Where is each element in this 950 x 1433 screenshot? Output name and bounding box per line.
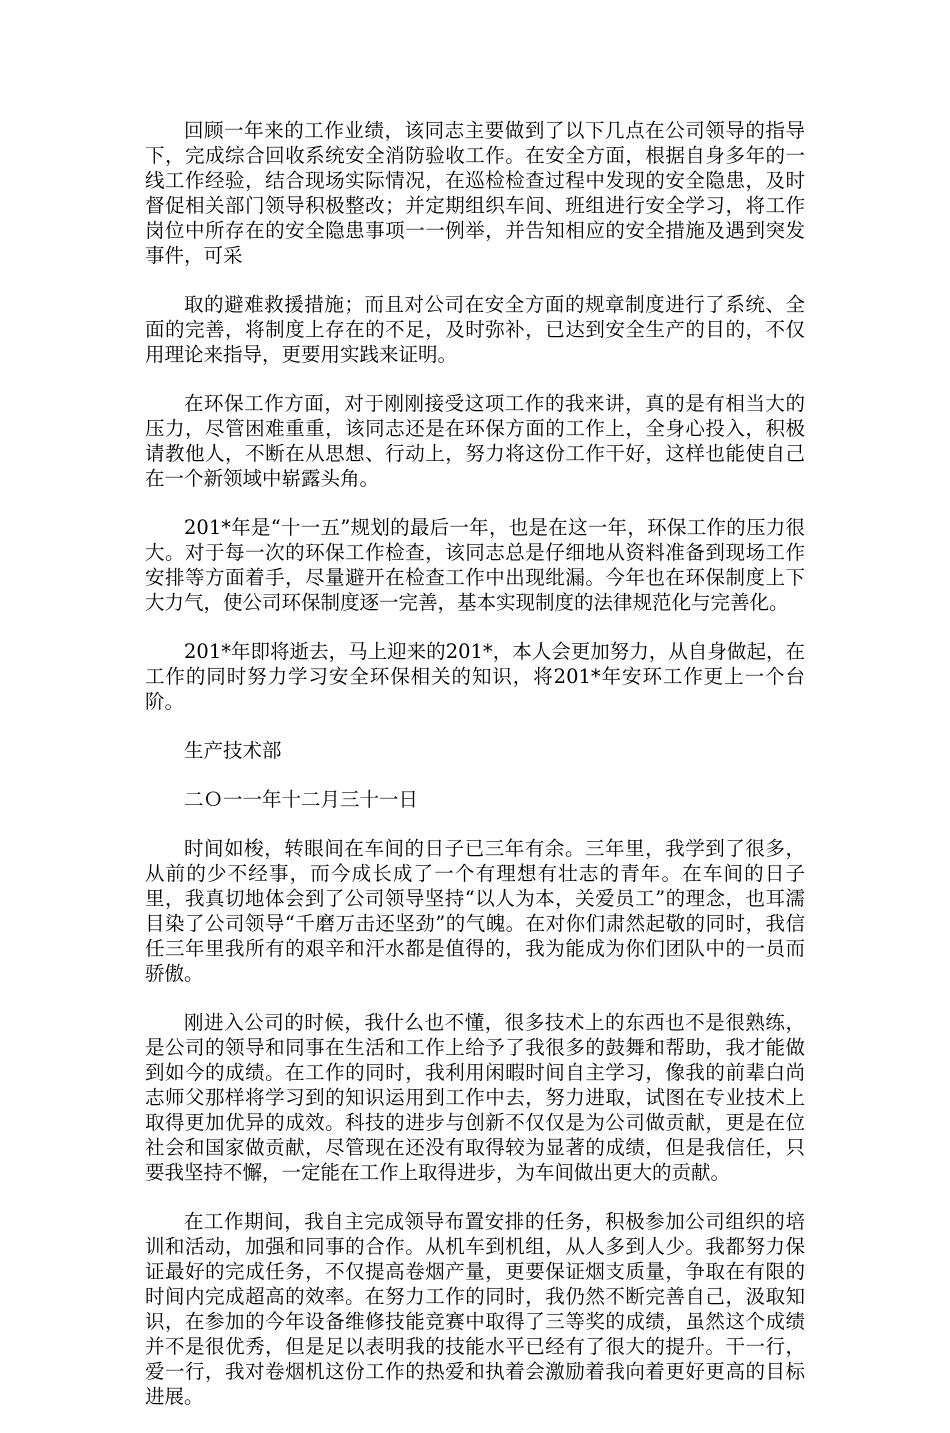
- paragraph-safety-measures: 取的避难救援措施；而且对公司在安全方面的规章制度进行了系统、全面的完善，将制度上存在的不足，及时弥补，已达到安全生产的目的，不仅用理论来指导，更要用实践来证明。: [145, 293, 805, 366]
- document-date: 二Ｏ一一年十二月三十一日: [184, 788, 419, 811]
- paragraph-five-year-plan: 201*年是“十一五”规划的最后一年，也是在这一年，环保工作的压力很大。对于每一次的环保工作检查，该同志总是仔细地从资料准备到现场工作安排等方面着手，尽量避开在检查工作中出现纰漏。今年也在环保制度上下大力气，使公司环保制度逐一完善，基本实现制度的法律规范化与完善化。: [145, 516, 805, 614]
- paragraph-work-period: 在工作期间，我自主完成领导布置安排的任务，积极参加公司组织的培训和活动，加强和同事的合作。从机车到机组，从人多到人少。我都努力保证最好的完成任务，不仅提高卷烟产量，更要保证烟支质量，争取在有限的时间内完成超高的效率。在努力工作的同时，我仍然不断完善自己，汲取知识，在参加的今年设备维修技能竞赛中取得了三等奖的成绩，虽然这个成绩并不是很优秀，但是足以表明我的技能水平已经有了很大的提升。干一行，爱一行，我对卷烟机这份工作的热爱和执着会激励着我向着更好更高的目标进展。: [145, 1210, 805, 1408]
- paragraph-next-year: 201*年即将逝去，马上迎来的201*，本人会更加努力，从自身做起，在工作的同时努力学习安全环保相关的知识，将201*年安环工作更上一个台阶。: [145, 640, 805, 713]
- paragraph-joining-company: 刚进入公司的时候，我什么也不懂，很多技术上的东西也不是很熟练，是公司的领导和同事在生活和工作上给予了我很多的鼓舞和帮助，我才能做到如今的成绩。在工作的同时，我利用闲暇时间自主学习，像我的前辈白尚志师父那样将学习到的知识运用到工作中去，努力进取，试图在专业技术上取得更加优异的成效。科技的进步与创新不仅仅是为公司做贡献，更是在位社会和国家做贡献，尽管现在还没有取得较为显著的成绩，但是我信任，只要我坚持不懈，一定能在工作上取得进步，为车间做出更大的贡献。: [145, 1011, 805, 1184]
- document-body: [145, 118, 805, 1433]
- department-signature: 生产技术部: [184, 739, 282, 762]
- paragraph-environmental-work: 在环保工作方面，对于刚刚接受这项工作的我来讲，真的是有相当大的压力，尽管困难重重，该同志还是在环保方面的工作上，全身心投入，积极请教他人，不断在从思想、行动上，努力将这份工作干好，这样也能使自己在一个新领域中崭露头角。: [145, 392, 805, 490]
- paragraph-safety-review: 回顾一年来的工作业绩，该同志主要做到了以下几点在公司领导的指导下，完成综合回收系统安全消防验收工作。在安全方面，根据自身多年的一线工作经验，结合现场实际情况，在巡检检查过程中发现的安全隐患，及时督促相关部门领导积极整改；并定期组织车间、班组进行安全学习，将工作岗位中所存在的安全隐患事项一一例举，并告知相应的安全措施及遇到突发事件，可采: [145, 119, 805, 267]
- paragraph-three-years: 时间如梭，转眼间在车间的日子已三年有余。三年里，我学到了很多，从前的少不经事，而今成长成了一个有理想有壮志的青年。在车间的日子里，我真切地体会到了公司领导坚持“以人为本，关爱员工”的理念，也耳濡目染了公司领导“千磨万击还坚劲”的气魄。在对你们肃然起敬的同时，我信任三年里我所有的艰辛和汗水都是值得的，我为能成为你们团队中的一员而骄傲。: [145, 837, 805, 985]
